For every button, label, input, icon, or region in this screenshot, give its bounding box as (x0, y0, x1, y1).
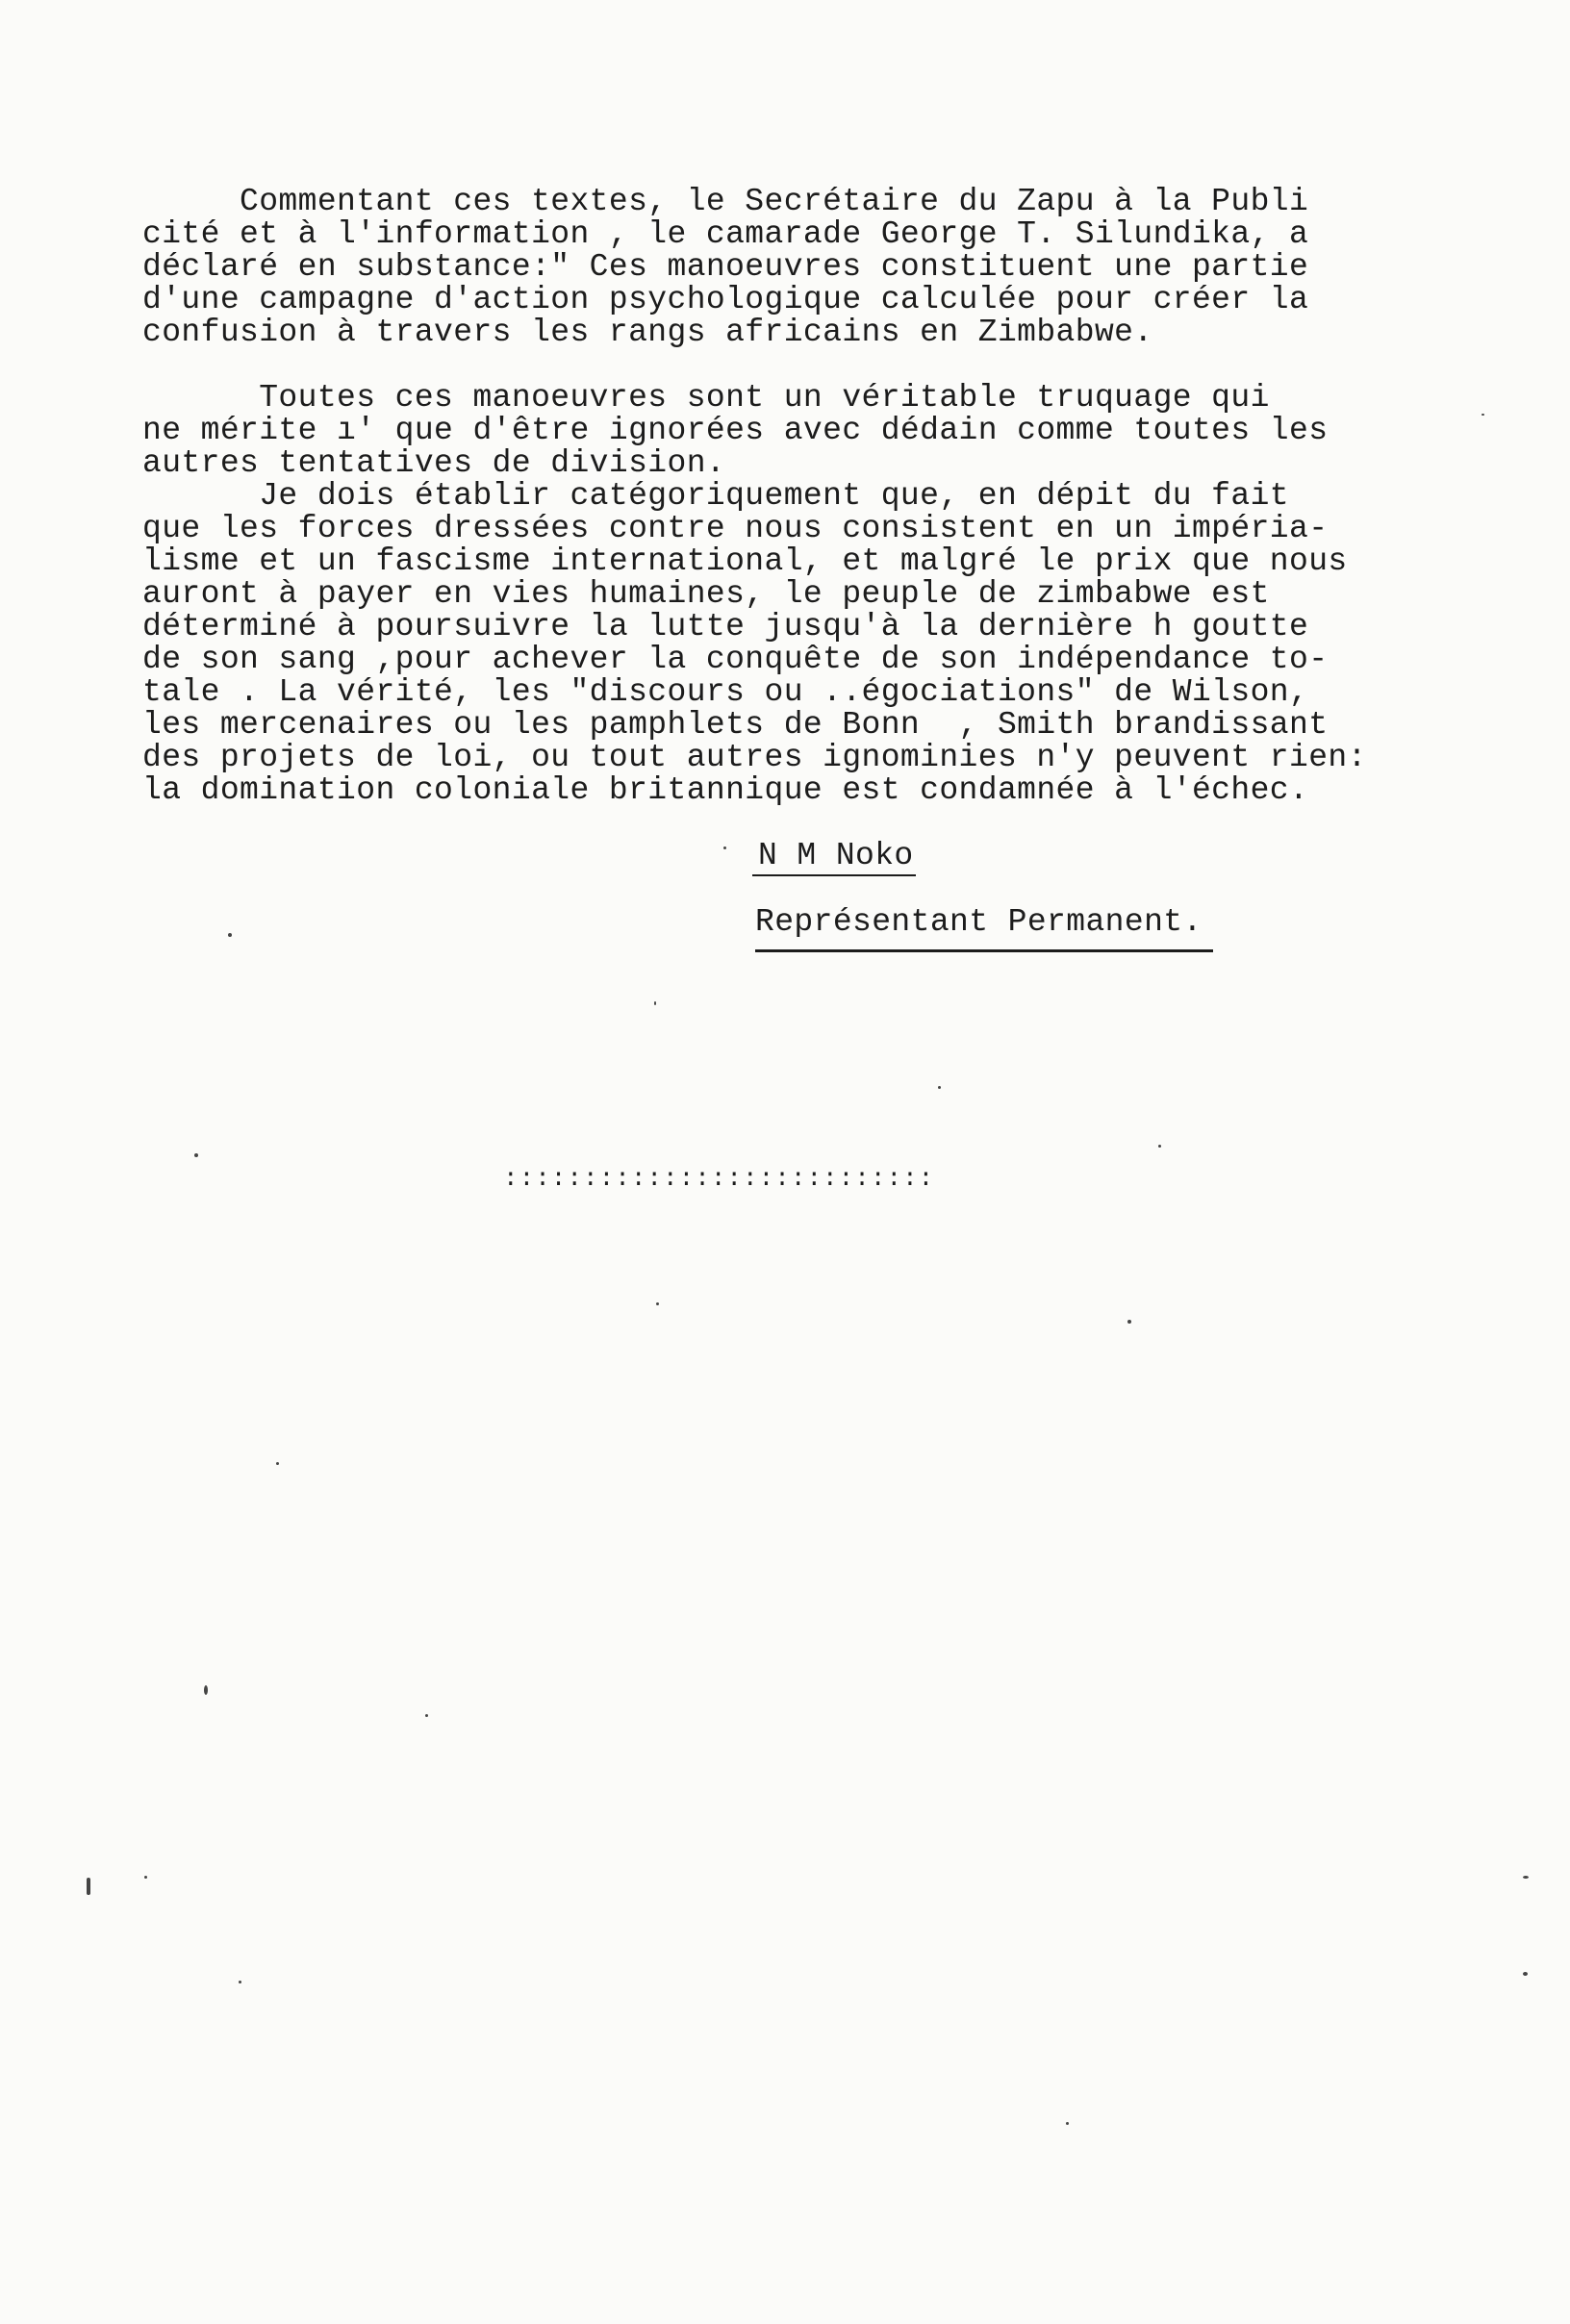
text-line-6: Toutes ces manoeuvres sont un véritable truquage qui (142, 380, 1270, 416)
scan-speck (1158, 1145, 1161, 1148)
scan-speck (1066, 2122, 1069, 2125)
text-line-9: Je dois établir catégoriquement que, en dépit du fait (142, 478, 1289, 514)
text-line-14: de son sang ,pour achever la conquête de son indépendance to- (142, 642, 1329, 677)
text-line-16: les mercenaires ou les pamphlets de Bonn , Smith brandissant (142, 707, 1329, 743)
text-line-5: confusion à travers les rangs africains en Zimbabwe. (142, 315, 1153, 350)
scan-speck (194, 1153, 198, 1157)
signature-title: Représentant Permanent. (755, 904, 1203, 940)
scan-speck (1127, 1320, 1131, 1324)
scan-speck (144, 1876, 147, 1879)
scan-speck (204, 1685, 208, 1695)
signature-name-underline (752, 874, 916, 876)
text-line-18: la domination coloniale britannique est condamnée à l'échec. (142, 772, 1309, 808)
text-line-2: cité et à l'information , le camarade George T. Silundika, a (142, 216, 1309, 252)
text-line-3: déclaré en substance:" Ces manoeuvres constituent une partie (142, 249, 1309, 285)
scan-speck (723, 846, 726, 849)
section-separator: ::::::::::::::::::::::::::: (503, 1164, 935, 1193)
text-line-13: déterminé à poursuivre la lutte jusqu'à la dernière h goutte (142, 609, 1309, 644)
text-line-7: ne mérite ı' que d'être ignorées avec dédain comme toutes les (142, 413, 1329, 448)
scan-speck (425, 1714, 428, 1717)
text-line-12: auront à payer en vies humaines, le peuple de zimbabwe est (142, 576, 1270, 612)
text-line-15: tale . La vérité, les "discours ou ..égociations" de Wilson, (142, 674, 1309, 710)
scan-speck (276, 1462, 279, 1465)
text-line-4: d'une campagne d'action psychologique calculée pour créer la (142, 282, 1309, 317)
text-line-17: des projets de loi, ou tout autres ignominies n'y peuvent rien: (142, 740, 1367, 775)
scan-speck (1523, 1876, 1529, 1879)
scan-speck (228, 933, 232, 937)
signature-name: N M Noko (758, 838, 914, 873)
text-line-10: que les forces dressées contre nous consistent en un impéria- (142, 511, 1329, 546)
signature-title-underline (755, 949, 1213, 952)
text-line-11: lisme et un fascisme international, et malgré le prix que nous (142, 543, 1348, 579)
scan-speck (87, 1878, 90, 1895)
text-line-1: Commentant ces textes, le Secrétaire du Zapu à la Publi (142, 184, 1309, 219)
scan-speck (1523, 1972, 1528, 1976)
scan-speck (938, 1086, 941, 1089)
scan-speck (654, 1001, 656, 1005)
text-line-8: autres tentatives de division. (142, 445, 726, 481)
scan-speck (1481, 414, 1484, 416)
scan-speck (656, 1302, 659, 1305)
scan-speck (239, 1981, 241, 1983)
